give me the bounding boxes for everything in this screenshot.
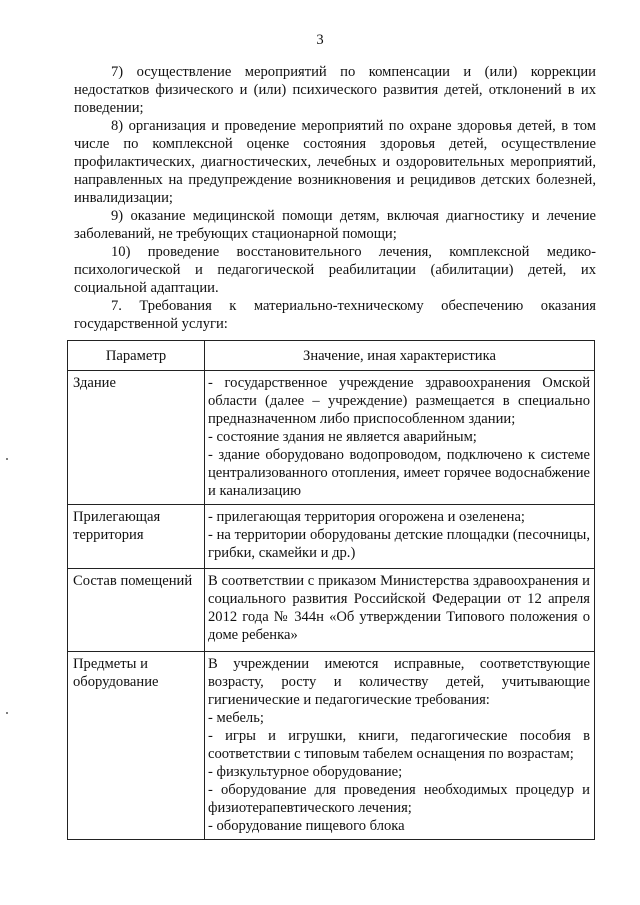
param-cell: Предметы и оборудование	[68, 652, 205, 840]
value-line: - мебель;	[208, 710, 264, 726]
value-line: - оборудование для проведения необходимых процедур и физиотерапевтического лечения;	[208, 782, 590, 816]
body-text	[74, 63, 596, 333]
requirements-table	[67, 340, 595, 840]
param-cell: Состав помещений	[68, 569, 205, 652]
value-cell	[205, 652, 595, 840]
paragraph-item-7: 7) осуществление мероприятий по компенсации и (или) коррекции недостатков физического и (или) психического развития детей, отклонений в их поведении;	[74, 64, 596, 116]
value-line: - игры и игрушки, книги, педагогические пособия в соответствии с типовым табелем оснащения по возрастам;	[208, 728, 590, 762]
param-cell: Здание	[68, 371, 205, 505]
param-cell: Прилегающая территория	[68, 505, 205, 569]
value-line: В учреждении имеются исправные, соответствующие возрасту, росту и количеству детей, учитывающие гигиенические и педагогические требования:	[208, 656, 590, 708]
scan-speck	[6, 458, 8, 460]
value-line: - государственное учреждение здравоохранения Омской области (далее – учреждение) размещается в специально предназначенном либо приспособленном здании;	[208, 375, 590, 427]
value-line: - прилегающая территория огорожена и озеленена;	[208, 509, 525, 525]
header-parameter: Параметр	[68, 341, 205, 371]
value-line: - состояние здания не является аварийным;	[208, 429, 477, 445]
paragraph-item-9: 9) оказание медицинской помощи детям, включая диагностику и лечение заболеваний, не требующих стационарной помощи;	[74, 208, 596, 242]
value-cell	[205, 505, 595, 569]
value-line: В соответствии с приказом Министерства здравоохранения и социального развития Российской Федерации от 12 апреля 2012 года № 344н «Об утверждении Типового положения о доме ребенка»	[208, 573, 590, 643]
table-header-row	[68, 341, 595, 371]
value-cell	[205, 371, 595, 505]
table-row	[68, 652, 595, 840]
value-line: - на территории оборудованы детские площадки (песочницы, грибки, скамейки и др.)	[208, 527, 590, 561]
table-row	[68, 505, 595, 569]
table-row	[68, 371, 595, 505]
paragraph-item-10: 10) проведение восстановительного лечения, комплексной медико-психологической и педагогической реабилитации (абилитации) детей, их социальной адаптации.	[74, 244, 596, 296]
value-line: - оборудование пищевого блока	[208, 818, 405, 834]
value-cell	[205, 569, 595, 652]
page-number: 3	[316, 32, 324, 48]
header-value: Значение, иная характеристика	[205, 341, 595, 371]
value-line: - физкультурное оборудование;	[208, 764, 403, 780]
scan-speck	[6, 712, 8, 714]
paragraph-item-8: 8) организация и проведение мероприятий по охране здоровья детей, в том числе по комплексной оценке состояния здоровья детей, осуществление профилактических, диагностических, лечебных и оздоровительных мероприятий, направленных на предупреждение возникновения и рецидивов детских болезней, инвалидизации;	[74, 118, 596, 206]
value-line: - здание оборудовано водопроводом, подключено к системе централизованного отопления, имеет горячее водоснабжение и канализацию	[208, 447, 590, 499]
table-row	[68, 569, 595, 652]
paragraph-section-7: 7. Требования к материально-техническому обеспечению оказания государственной услуги:	[74, 298, 596, 332]
